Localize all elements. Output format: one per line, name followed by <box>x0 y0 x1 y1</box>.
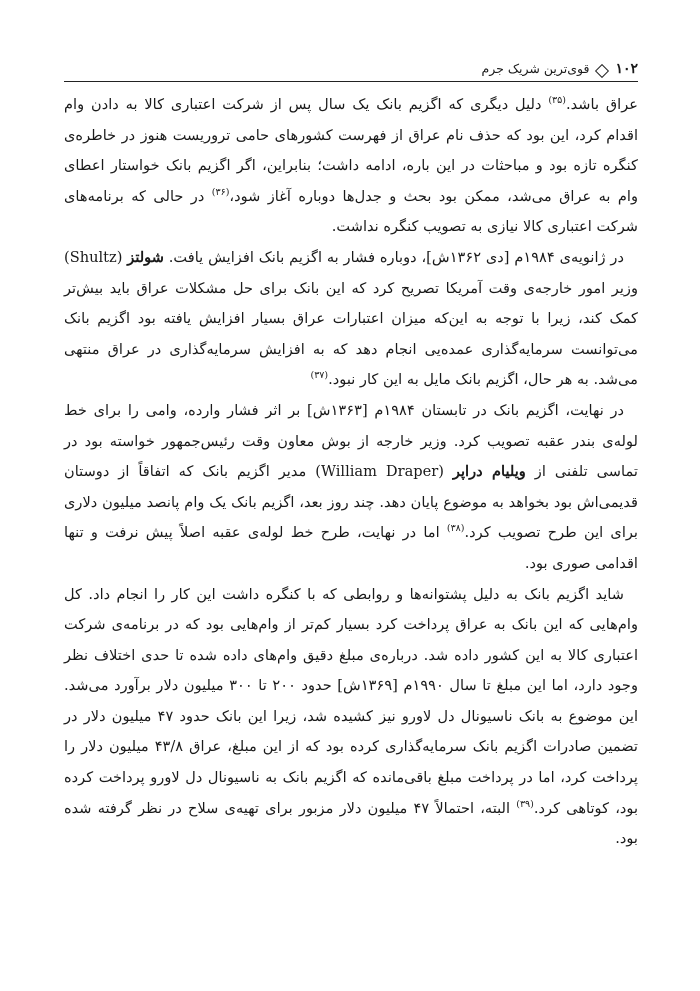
page-number: ۱۰۲ <box>615 61 638 77</box>
text-run: اما در نهایت، طرح خط لوله‌ی عقبه اصلاً پیش نرفت و تنها اقدامی صوری بود. <box>64 524 638 572</box>
footnote-marker: (۳۵) <box>548 95 566 107</box>
footnote-marker: (۳۸) <box>446 523 465 535</box>
book-title: قوی‌ترین شریک جرم <box>481 61 590 76</box>
paragraph-2 <box>64 243 638 396</box>
footnote-marker: (۳۶) <box>211 186 230 198</box>
text-run: دلیل دیگری که اگزیم بانک یک سال پس از شرکت اعتباری کالا به دادن وام اقدام کرد، این بود که حذف نام عراق از فهرست کشورهای حامی تروریست هنوز در خاطره‌ی کنگره تازه بود و مباحثات در این باره، ادامه داشت؛ بنابراین، اگر اگزیم بانک خواستار اعطای وام به عراق می‌شد، ممکن بود بحث و جدل‌ها دوباره آغاز شود، <box>64 96 639 205</box>
person-name-bold: ویلیام دراپر <box>452 463 526 481</box>
book-page <box>64 56 638 855</box>
paragraph-3 <box>64 396 638 580</box>
text-run: در ژانویه‌ی ۱۹۸۴م [دی ۱۳۶۲ش]، دوباره فشار به اگزیم بانک افزایش یافت. <box>163 248 624 266</box>
text-run: در حالی که برنامه‌های شرکت اعتباری کالا نیازی به تصویب کنگره نداشت. <box>64 187 638 236</box>
paragraph-4 <box>64 580 638 855</box>
running-head <box>64 56 638 82</box>
text-run: (William Draper) مدیر اگزیم بانک که اتفاقاً از دوستان قدیمی‌اش بود بخواهد به موضوع پایان دهد. چند روز بعد، اگزیم بانک یک وام پانصد میلیون دلاری برای این طرح تصویب کرد. <box>64 463 638 542</box>
footnote-marker: (۳۷) <box>310 370 329 382</box>
paragraph-1 <box>64 90 638 243</box>
body-text <box>64 90 638 855</box>
person-name-bold: شولتز <box>127 248 164 266</box>
diamond-ornament-icon <box>595 64 609 78</box>
text-run: البته، احتمالاً ۴۷ میلیون دلار مزبور برای تهیه‌ی سلاح در نظر گرفته شده بود. <box>64 799 638 848</box>
text-run: (Shultz) وزیر امور خارجه‌ی وقت آمریکا تصریح کرد که این بانک برای حل مشکلات عراق باید بیش‌تر کمک کند، زیرا با توجه به این‌که میزان اعتبارات عراق بسیار افزایش یافته بود اگزیم بانک می‌توانست سرمایه‌گذاری عمده‌یی انجام دهد که به افزایش سرمایه‌گذاری در عراق منتهی می‌شد. به هر حال، اگزیم بانک مایل به این کار نبود. <box>64 248 638 389</box>
text-run: عراق باشد. <box>565 96 638 113</box>
text-run: شاید اگزیم بانک به دلیل پشتوانه‌ها و روابطی که با کنگره داشت این کار را انجام داد. کل وام‌هایی که این بانک به عراق پرداخت کرد بسیار کم‌تر از وام‌هایی بود که در برنامه‌ی شرکت اعتباری کالا به این کشور داده شد. درباره‌ی مبلغ دقیق وام‌های داده شده تا حدی اختلاف نظر وجود دارد، اما این مبلغ تا سال ۱۹۹۰م [۱۳۶۹ش] حدود ۲۰۰ تا ۳۰۰ میلیون دلار برآورد می‌شد. این موضوع به بانک ناسیونال دل لاورو نیز کشیده شد، زیرا این بانک حدود ۴۷ میلیون دلار در تضمین صادرات اگزیم بانک سرمایه‌گذاری کرده بود که از این مبلغ، عراق ۴۳/۸ میلیون دلار را پرداخت کرد، اما در پرداخت مبلغ باقی‌مانده که اگزیم بانک به ناسیونال دل لاورو پرداخت کرده بود، کوتاهی کرد. <box>64 585 639 817</box>
text-run: در نهایت، اگزیم بانک در تابستان ۱۹۸۴م [۱۳۶۳ش] بر اثر فشار وارده، وامی را برای خط لوله‌ی بندر عقبه تصویب کرد. وزیر خارجه از بوش معاون وقت رئیس‌جمهور خواسته بود در تماسی تلفنی از <box>64 401 638 481</box>
footnote-marker: (۳۹) <box>516 798 534 810</box>
